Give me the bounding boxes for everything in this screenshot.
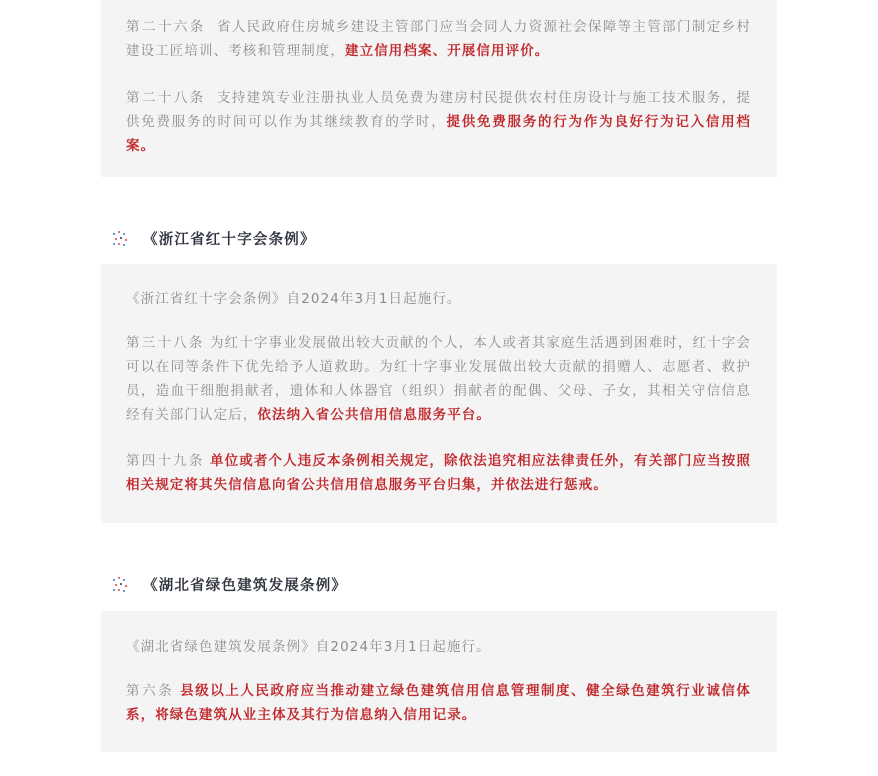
section-heading-zhejiang (112, 228, 316, 249)
intro-hubei: 《湖北省绿色建筑发展条例》自2024年3月1日起施行。 (126, 639, 491, 655)
content-box-1 (101, 0, 777, 177)
article-28: 第二十八条 支持建筑专业注册执业人员免费为建房村民提供农村住房设计与施工技术服务，提供免费服务的时间可以作为其继续教育的学时，提供免费服务的行为作为良好行为记入信用档案。 (126, 90, 752, 154)
article-38: 第三十八条 为红十字事业发展做出较大贡献的个人，本人或者其家庭生活遇到困难时，红十字会可以在同等条件下优先给予人道救助。为红十字事业发展做出较大贡献的捐赠人、志愿者、救护员，造血干细胞捐献者，遗体和人体器官（组织）捐献者的配偶、父母、子女，其相关守信信息经有关部门认定后，依法纳入省公共信用信息服务平台。 (126, 335, 751, 423)
article-26: 第二十六条 省人民政府住房城乡建设主管部门应当会同人力资源社会保障等主管部门制定乡村建设工匠培训、考核和管理制度，建立信用档案、开展信用评价。 (126, 19, 751, 59)
dots-icon (112, 577, 128, 593)
article-6: 第六条 县级以上人民政府应当推动建立绿色建筑信用信息管理制度、健全绿色建筑行业诚信体系，将绿色建筑从业主体及其行为信息纳入信用记录。 (126, 683, 751, 723)
content-box-2 (101, 264, 777, 523)
dots-icon (112, 231, 128, 247)
section-heading-hubei (112, 574, 347, 595)
intro-zhejiang: 《浙江省红十字会条例》自2024年3月1日起施行。 (126, 291, 462, 307)
heading-text: 《湖北省绿色建筑发展条例》 (143, 578, 348, 594)
article-49: 第四十九条 单位或者个人违反本条例相关规定，除依法追究相应法律责任外，有关部门应当按照相关规定将其失信信息向省公共信用信息服务平台归集，并依法进行惩戒。 (126, 453, 751, 493)
content-box-3 (101, 611, 777, 752)
heading-text: 《浙江省红十字会条例》 (143, 232, 316, 248)
